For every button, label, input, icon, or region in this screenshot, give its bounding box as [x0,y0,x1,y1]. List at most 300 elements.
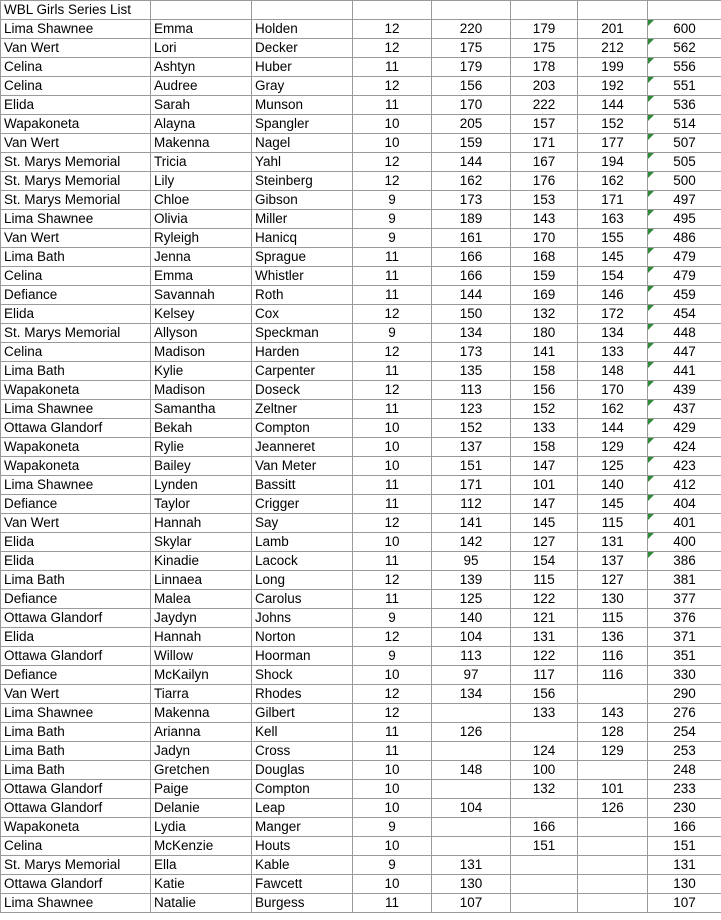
school-cell[interactable]: Ottawa Glandorf [1,875,151,894]
last-name-cell[interactable]: Leap [252,799,353,818]
game2-cell[interactable]: 156 [511,381,578,400]
first-name-cell[interactable]: Taylor [151,495,252,514]
last-name-cell[interactable]: Gibson [252,191,353,210]
game3-cell[interactable]: 140 [578,476,648,495]
game2-cell[interactable]: 147 [511,457,578,476]
game1-cell[interactable]: 189 [432,210,511,229]
grade-cell[interactable]: 9 [353,229,432,248]
empty-cell[interactable] [648,1,721,20]
game2-cell[interactable]: 158 [511,438,578,457]
last-name-cell[interactable]: Doseck [252,381,353,400]
empty-cell[interactable] [511,1,578,20]
game3-cell[interactable]: 155 [578,229,648,248]
total-cell[interactable]: 130 [648,875,721,894]
game1-cell[interactable]: 144 [432,286,511,305]
game3-cell[interactable]: 146 [578,286,648,305]
game1-cell[interactable] [432,742,511,761]
game3-cell[interactable]: 129 [578,742,648,761]
first-name-cell[interactable]: McKenzie [151,837,252,856]
school-cell[interactable]: Ottawa Glandorf [1,419,151,438]
last-name-cell[interactable]: Yahl [252,153,353,172]
last-name-cell[interactable]: Houts [252,837,353,856]
game2-cell[interactable]: 168 [511,248,578,267]
game1-cell[interactable]: 126 [432,723,511,742]
total-cell[interactable]: 556 [648,58,721,77]
grade-cell[interactable]: 11 [353,400,432,419]
first-name-cell[interactable]: Allyson [151,324,252,343]
game1-cell[interactable]: 140 [432,609,511,628]
last-name-cell[interactable]: Steinberg [252,172,353,191]
game1-cell[interactable] [432,818,511,837]
sheet-title[interactable]: WBL Girls Series List [1,1,151,20]
game3-cell[interactable]: 136 [578,628,648,647]
game1-cell[interactable]: 166 [432,267,511,286]
total-cell[interactable]: 381 [648,571,721,590]
school-cell[interactable]: Celina [1,58,151,77]
school-cell[interactable]: Van Wert [1,229,151,248]
game1-cell[interactable]: 162 [432,172,511,191]
grade-cell[interactable]: 12 [353,685,432,704]
game3-cell[interactable]: 133 [578,343,648,362]
first-name-cell[interactable]: Jaydyn [151,609,252,628]
game3-cell[interactable]: 116 [578,666,648,685]
game1-cell[interactable]: 171 [432,476,511,495]
game2-cell[interactable]: 132 [511,780,578,799]
game2-cell[interactable]: 147 [511,495,578,514]
school-cell[interactable]: Wapakoneta [1,438,151,457]
school-cell[interactable]: Wapakoneta [1,381,151,400]
game1-cell[interactable]: 134 [432,685,511,704]
total-cell[interactable]: 514 [648,115,721,134]
total-cell[interactable]: 230 [648,799,721,818]
total-cell[interactable]: 495 [648,210,721,229]
game2-cell[interactable]: 117 [511,666,578,685]
game3-cell[interactable]: 130 [578,590,648,609]
game2-cell[interactable]: 166 [511,818,578,837]
game3-cell[interactable]: 177 [578,134,648,153]
last-name-cell[interactable]: Jeanneret [252,438,353,457]
game3-cell[interactable]: 212 [578,39,648,58]
grade-cell[interactable]: 10 [353,419,432,438]
game3-cell[interactable]: 145 [578,495,648,514]
empty-cell[interactable] [353,1,432,20]
game3-cell[interactable]: 127 [578,571,648,590]
game2-cell[interactable]: 179 [511,20,578,39]
game3-cell[interactable]: 162 [578,172,648,191]
game1-cell[interactable]: 142 [432,533,511,552]
game1-cell[interactable]: 134 [432,324,511,343]
last-name-cell[interactable]: Say [252,514,353,533]
total-cell[interactable]: 497 [648,191,721,210]
school-cell[interactable]: St. Marys Memorial [1,153,151,172]
school-cell[interactable]: Lima Shawnee [1,894,151,913]
school-cell[interactable]: Wapakoneta [1,818,151,837]
first-name-cell[interactable]: Hannah [151,628,252,647]
game2-cell[interactable]: 171 [511,134,578,153]
last-name-cell[interactable]: Compton [252,780,353,799]
first-name-cell[interactable]: Kelsey [151,305,252,324]
game1-cell[interactable]: 113 [432,647,511,666]
game2-cell[interactable]: 175 [511,39,578,58]
last-name-cell[interactable]: Zeltner [252,400,353,419]
grade-cell[interactable]: 9 [353,324,432,343]
first-name-cell[interactable]: Sarah [151,96,252,115]
grade-cell[interactable]: 9 [353,191,432,210]
game1-cell[interactable]: 97 [432,666,511,685]
school-cell[interactable]: Lima Bath [1,742,151,761]
total-cell[interactable]: 448 [648,324,721,343]
grade-cell[interactable]: 11 [353,894,432,913]
game2-cell[interactable]: 133 [511,704,578,723]
game1-cell[interactable]: 130 [432,875,511,894]
game3-cell[interactable] [578,818,648,837]
school-cell[interactable]: Elida [1,96,151,115]
grade-cell[interactable]: 11 [353,552,432,571]
first-name-cell[interactable]: Tiarra [151,685,252,704]
total-cell[interactable]: 441 [648,362,721,381]
last-name-cell[interactable]: Spangler [252,115,353,134]
game3-cell[interactable]: 115 [578,609,648,628]
first-name-cell[interactable]: Audree [151,77,252,96]
school-cell[interactable]: Celina [1,837,151,856]
first-name-cell[interactable]: Olivia [151,210,252,229]
game3-cell[interactable] [578,875,648,894]
school-cell[interactable]: Lima Shawnee [1,20,151,39]
first-name-cell[interactable]: Jadyn [151,742,252,761]
last-name-cell[interactable]: Nagel [252,134,353,153]
game1-cell[interactable]: 170 [432,96,511,115]
game3-cell[interactable]: 194 [578,153,648,172]
last-name-cell[interactable]: Lamb [252,533,353,552]
first-name-cell[interactable]: Willow [151,647,252,666]
first-name-cell[interactable]: McKailyn [151,666,252,685]
game1-cell[interactable]: 139 [432,571,511,590]
first-name-cell[interactable]: Lydia [151,818,252,837]
grade-cell[interactable]: 12 [353,381,432,400]
first-name-cell[interactable]: Lily [151,172,252,191]
school-cell[interactable]: Ottawa Glandorf [1,780,151,799]
last-name-cell[interactable]: Manger [252,818,353,837]
game2-cell[interactable]: 100 [511,761,578,780]
game2-cell[interactable]: 203 [511,77,578,96]
total-cell[interactable]: 486 [648,229,721,248]
last-name-cell[interactable]: Bassitt [252,476,353,495]
first-name-cell[interactable]: Madison [151,343,252,362]
school-cell[interactable]: Defiance [1,495,151,514]
game3-cell[interactable]: 172 [578,305,648,324]
school-cell[interactable]: Defiance [1,590,151,609]
grade-cell[interactable]: 10 [353,761,432,780]
grade-cell[interactable]: 12 [353,514,432,533]
game1-cell[interactable]: 150 [432,305,511,324]
first-name-cell[interactable]: Ryleigh [151,229,252,248]
empty-cell[interactable] [432,1,511,20]
grade-cell[interactable]: 11 [353,267,432,286]
empty-cell[interactable] [578,1,648,20]
school-cell[interactable]: Elida [1,533,151,552]
school-cell[interactable]: St. Marys Memorial [1,191,151,210]
total-cell[interactable]: 276 [648,704,721,723]
total-cell[interactable]: 562 [648,39,721,58]
game1-cell[interactable]: 135 [432,362,511,381]
game2-cell[interactable]: 180 [511,324,578,343]
game2-cell[interactable]: 127 [511,533,578,552]
first-name-cell[interactable]: Madison [151,381,252,400]
last-name-cell[interactable]: Kable [252,856,353,875]
school-cell[interactable]: Van Wert [1,134,151,153]
game3-cell[interactable]: 192 [578,77,648,96]
total-cell[interactable]: 505 [648,153,721,172]
total-cell[interactable]: 429 [648,419,721,438]
first-name-cell[interactable]: Hannah [151,514,252,533]
last-name-cell[interactable]: Whistler [252,267,353,286]
game2-cell[interactable] [511,875,578,894]
game1-cell[interactable]: 156 [432,77,511,96]
last-name-cell[interactable]: Miller [252,210,353,229]
game3-cell[interactable] [578,856,648,875]
game2-cell[interactable]: 145 [511,514,578,533]
total-cell[interactable]: 404 [648,495,721,514]
grade-cell[interactable]: 9 [353,647,432,666]
total-cell[interactable]: 551 [648,77,721,96]
game2-cell[interactable]: 152 [511,400,578,419]
last-name-cell[interactable]: Carpenter [252,362,353,381]
grade-cell[interactable]: 11 [353,476,432,495]
game3-cell[interactable]: 116 [578,647,648,666]
first-name-cell[interactable]: Ella [151,856,252,875]
first-name-cell[interactable]: Makenna [151,704,252,723]
school-cell[interactable]: Lima Shawnee [1,210,151,229]
last-name-cell[interactable]: Carolus [252,590,353,609]
school-cell[interactable]: St. Marys Memorial [1,172,151,191]
first-name-cell[interactable]: Emma [151,20,252,39]
grade-cell[interactable]: 11 [353,248,432,267]
game3-cell[interactable] [578,894,648,913]
total-cell[interactable]: 400 [648,533,721,552]
game2-cell[interactable]: 115 [511,571,578,590]
game1-cell[interactable]: 220 [432,20,511,39]
game1-cell[interactable]: 148 [432,761,511,780]
game2-cell[interactable]: 158 [511,362,578,381]
grade-cell[interactable]: 12 [353,172,432,191]
total-cell[interactable]: 412 [648,476,721,495]
total-cell[interactable]: 371 [648,628,721,647]
school-cell[interactable]: Defiance [1,286,151,305]
total-cell[interactable]: 439 [648,381,721,400]
game2-cell[interactable]: 141 [511,343,578,362]
school-cell[interactable]: Lima Shawnee [1,476,151,495]
last-name-cell[interactable]: Rhodes [252,685,353,704]
game3-cell[interactable]: 152 [578,115,648,134]
grade-cell[interactable]: 12 [353,305,432,324]
game1-cell[interactable]: 151 [432,457,511,476]
total-cell[interactable]: 166 [648,818,721,837]
total-cell[interactable]: 479 [648,267,721,286]
last-name-cell[interactable]: Lacock [252,552,353,571]
last-name-cell[interactable]: Cox [252,305,353,324]
grade-cell[interactable]: 11 [353,723,432,742]
game1-cell[interactable] [432,837,511,856]
game2-cell[interactable] [511,856,578,875]
first-name-cell[interactable]: Ashtyn [151,58,252,77]
game3-cell[interactable]: 143 [578,704,648,723]
total-cell[interactable]: 330 [648,666,721,685]
game3-cell[interactable]: 131 [578,533,648,552]
last-name-cell[interactable]: Huber [252,58,353,77]
first-name-cell[interactable]: Bailey [151,457,252,476]
last-name-cell[interactable]: Johns [252,609,353,628]
game1-cell[interactable]: 112 [432,495,511,514]
grade-cell[interactable]: 11 [353,58,432,77]
first-name-cell[interactable]: Chloe [151,191,252,210]
last-name-cell[interactable]: Douglas [252,761,353,780]
game1-cell[interactable] [432,780,511,799]
school-cell[interactable]: Celina [1,267,151,286]
school-cell[interactable]: Lima Bath [1,248,151,267]
first-name-cell[interactable]: Lori [151,39,252,58]
game1-cell[interactable]: 152 [432,419,511,438]
empty-cell[interactable] [151,1,252,20]
game1-cell[interactable]: 104 [432,628,511,647]
game2-cell[interactable]: 176 [511,172,578,191]
game2-cell[interactable]: 156 [511,685,578,704]
last-name-cell[interactable]: Harden [252,343,353,362]
first-name-cell[interactable]: Lynden [151,476,252,495]
first-name-cell[interactable]: Makenna [151,134,252,153]
game3-cell[interactable]: 162 [578,400,648,419]
school-cell[interactable]: Wapakoneta [1,457,151,476]
game1-cell[interactable]: 159 [432,134,511,153]
total-cell[interactable]: 131 [648,856,721,875]
last-name-cell[interactable]: Compton [252,419,353,438]
last-name-cell[interactable]: Gilbert [252,704,353,723]
school-cell[interactable]: Celina [1,77,151,96]
total-cell[interactable]: 423 [648,457,721,476]
school-cell[interactable]: Van Wert [1,39,151,58]
game2-cell[interactable] [511,894,578,913]
game3-cell[interactable]: 145 [578,248,648,267]
first-name-cell[interactable]: Delanie [151,799,252,818]
last-name-cell[interactable]: Crigger [252,495,353,514]
grade-cell[interactable]: 10 [353,134,432,153]
game2-cell[interactable]: 121 [511,609,578,628]
first-name-cell[interactable]: Savannah [151,286,252,305]
game1-cell[interactable]: 137 [432,438,511,457]
game3-cell[interactable]: 125 [578,457,648,476]
first-name-cell[interactable]: Kylie [151,362,252,381]
game3-cell[interactable]: 148 [578,362,648,381]
game1-cell[interactable]: 123 [432,400,511,419]
total-cell[interactable]: 401 [648,514,721,533]
total-cell[interactable]: 536 [648,96,721,115]
grade-cell[interactable]: 10 [353,457,432,476]
game2-cell[interactable]: 157 [511,115,578,134]
school-cell[interactable]: Lima Bath [1,723,151,742]
game1-cell[interactable]: 166 [432,248,511,267]
grade-cell[interactable]: 10 [353,666,432,685]
game1-cell[interactable]: 179 [432,58,511,77]
last-name-cell[interactable]: Sprague [252,248,353,267]
game1-cell[interactable]: 161 [432,229,511,248]
first-name-cell[interactable]: Alayna [151,115,252,134]
total-cell[interactable]: 507 [648,134,721,153]
school-cell[interactable]: Elida [1,305,151,324]
last-name-cell[interactable]: Van Meter [252,457,353,476]
total-cell[interactable]: 376 [648,609,721,628]
game1-cell[interactable]: 113 [432,381,511,400]
first-name-cell[interactable]: Katie [151,875,252,894]
school-cell[interactable]: Elida [1,628,151,647]
first-name-cell[interactable]: Kinadie [151,552,252,571]
game1-cell[interactable]: 141 [432,514,511,533]
grade-cell[interactable]: 12 [353,20,432,39]
last-name-cell[interactable]: Hoorman [252,647,353,666]
game1-cell[interactable]: 131 [432,856,511,875]
game3-cell[interactable]: 171 [578,191,648,210]
total-cell[interactable]: 107 [648,894,721,913]
game2-cell[interactable]: 170 [511,229,578,248]
grade-cell[interactable]: 10 [353,115,432,134]
first-name-cell[interactable]: Natalie [151,894,252,913]
last-name-cell[interactable]: Gray [252,77,353,96]
total-cell[interactable]: 233 [648,780,721,799]
last-name-cell[interactable]: Fawcett [252,875,353,894]
grade-cell[interactable]: 12 [353,571,432,590]
total-cell[interactable]: 424 [648,438,721,457]
game3-cell[interactable]: 101 [578,780,648,799]
school-cell[interactable]: Lima Bath [1,571,151,590]
school-cell[interactable]: St. Marys Memorial [1,856,151,875]
school-cell[interactable]: Defiance [1,666,151,685]
game1-cell[interactable]: 173 [432,191,511,210]
total-cell[interactable]: 254 [648,723,721,742]
game3-cell[interactable]: 134 [578,324,648,343]
first-name-cell[interactable]: Arianna [151,723,252,742]
game2-cell[interactable]: 169 [511,286,578,305]
grade-cell[interactable]: 12 [353,153,432,172]
grade-cell[interactable]: 12 [353,704,432,723]
grade-cell[interactable]: 10 [353,533,432,552]
total-cell[interactable]: 351 [648,647,721,666]
school-cell[interactable]: St. Marys Memorial [1,324,151,343]
game1-cell[interactable]: 175 [432,39,511,58]
total-cell[interactable]: 377 [648,590,721,609]
game1-cell[interactable]: 144 [432,153,511,172]
game3-cell[interactable]: 126 [578,799,648,818]
school-cell[interactable]: Ottawa Glandorf [1,609,151,628]
total-cell[interactable]: 253 [648,742,721,761]
grade-cell[interactable]: 11 [353,96,432,115]
grade-cell[interactable]: 11 [353,742,432,761]
game2-cell[interactable]: 159 [511,267,578,286]
game3-cell[interactable]: 201 [578,20,648,39]
game1-cell[interactable]: 205 [432,115,511,134]
first-name-cell[interactable]: Tricia [151,153,252,172]
game3-cell[interactable]: 163 [578,210,648,229]
game3-cell[interactable]: 128 [578,723,648,742]
school-cell[interactable]: Lima Bath [1,362,151,381]
game1-cell[interactable] [432,704,511,723]
last-name-cell[interactable]: Kell [252,723,353,742]
last-name-cell[interactable]: Hanicq [252,229,353,248]
total-cell[interactable]: 386 [648,552,721,571]
first-name-cell[interactable]: Jenna [151,248,252,267]
game3-cell[interactable]: 170 [578,381,648,400]
school-cell[interactable]: Celina [1,343,151,362]
last-name-cell[interactable]: Norton [252,628,353,647]
first-name-cell[interactable]: Gretchen [151,761,252,780]
game2-cell[interactable]: 167 [511,153,578,172]
